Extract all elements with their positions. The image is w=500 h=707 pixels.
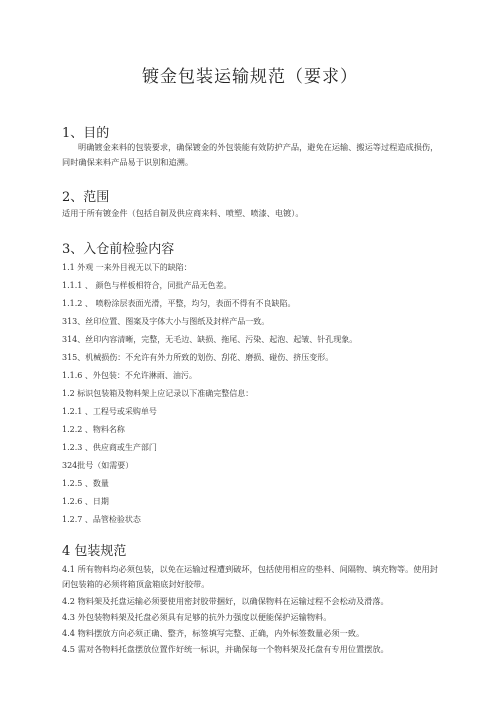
inspection-item: 315、机械损伤：不允许有外力所致的划伤、刮花、磨损、碰伤、挤压变形。 [62,353,334,362]
inspection-item: 1.2.1 、工程号或采购单号 [62,407,157,416]
inspection-item: 314、丝印内容清晰，完整，无毛边、缺损、拖尾、污染、起泡、起皱、针孔现象。 [62,335,358,344]
section-1-heading: 1、目的 [62,126,110,141]
inspection-item: 1.1 外观 一来外目视无以下的缺陷： [62,263,192,272]
packaging-item: 4.1 所有物料均必须包装，以免在运输过程遭到破坏，包括使用相应的垫料、间隔物、填充物等。使用封闭包装箱的必须将箱顶盒箱底封好胶带。 [62,564,438,589]
packaging-item: 4.4 物料摆放方向必须正确、整齐，标签填写完整、正确，内外标签数量必须一致。 [62,628,365,638]
packaging-item: 4.2 物料架及托盘运输必须要使用密封胶带捆好，以确保物料在运输过程不会松动及滑落。 [62,596,389,606]
inspection-item: 1.1.2 、 喷粉涂层表面光滑，平整，均匀，表面不得有不良缺陷。 [62,299,296,308]
inspection-item: 1.2 标识包装箱及物料架上应记录以下准确完整信息： [62,389,254,398]
section-3-heading: 3、入仓前检验内容 [62,242,175,257]
inspection-item: 1.2.3 、供应商或生产部门 [62,443,157,452]
packaging-item: 4.5 需对各物料托盘摆放位置作好统一标识，并确保每一个物料架及托盘有专用位置摆放。 [62,644,389,654]
section-2-body: 适用于所有镀金件（包括自制及供应商来料、喷塑、喷漆、电镀）。 [62,208,304,218]
inspection-item: 313、丝印位置、图案及字体大小与图纸及封样产品一致。 [62,317,270,326]
section-2-heading: 2、范围 [62,190,110,205]
inspection-item: 324批号（如需要） [62,461,134,470]
section-1-body: 明确镀金来料的包装要求，确保镀金的外包装能有效防护产品，避免在运输、搬运等过程造成损伤，同时确保来料产品易于识别和追溯。 [62,142,439,167]
packaging-item: 4.3 外包装物料架及托盘必须具有足够的抗外力强度以便能保护运输物料。 [62,612,332,622]
inspection-item: 1.1.6 、外包装：不允许淋雨、油污。 [62,371,197,380]
inspection-item: 1.2.2 、物料名称 [62,425,125,434]
section-4-heading: 4 包装规范 [62,544,127,559]
inspection-item: 1.2.6 、日期 [62,497,109,506]
inspection-item: 1.2.5 、数量 [62,479,109,488]
inspection-item: 1.2.7 、品管检验状态 [62,515,141,524]
document-title: 镀金包装运输规范（要求） [142,67,358,87]
inspection-item: 1.1.1 、 颜色与样板相符合，同批产品无色差。 [62,281,232,290]
